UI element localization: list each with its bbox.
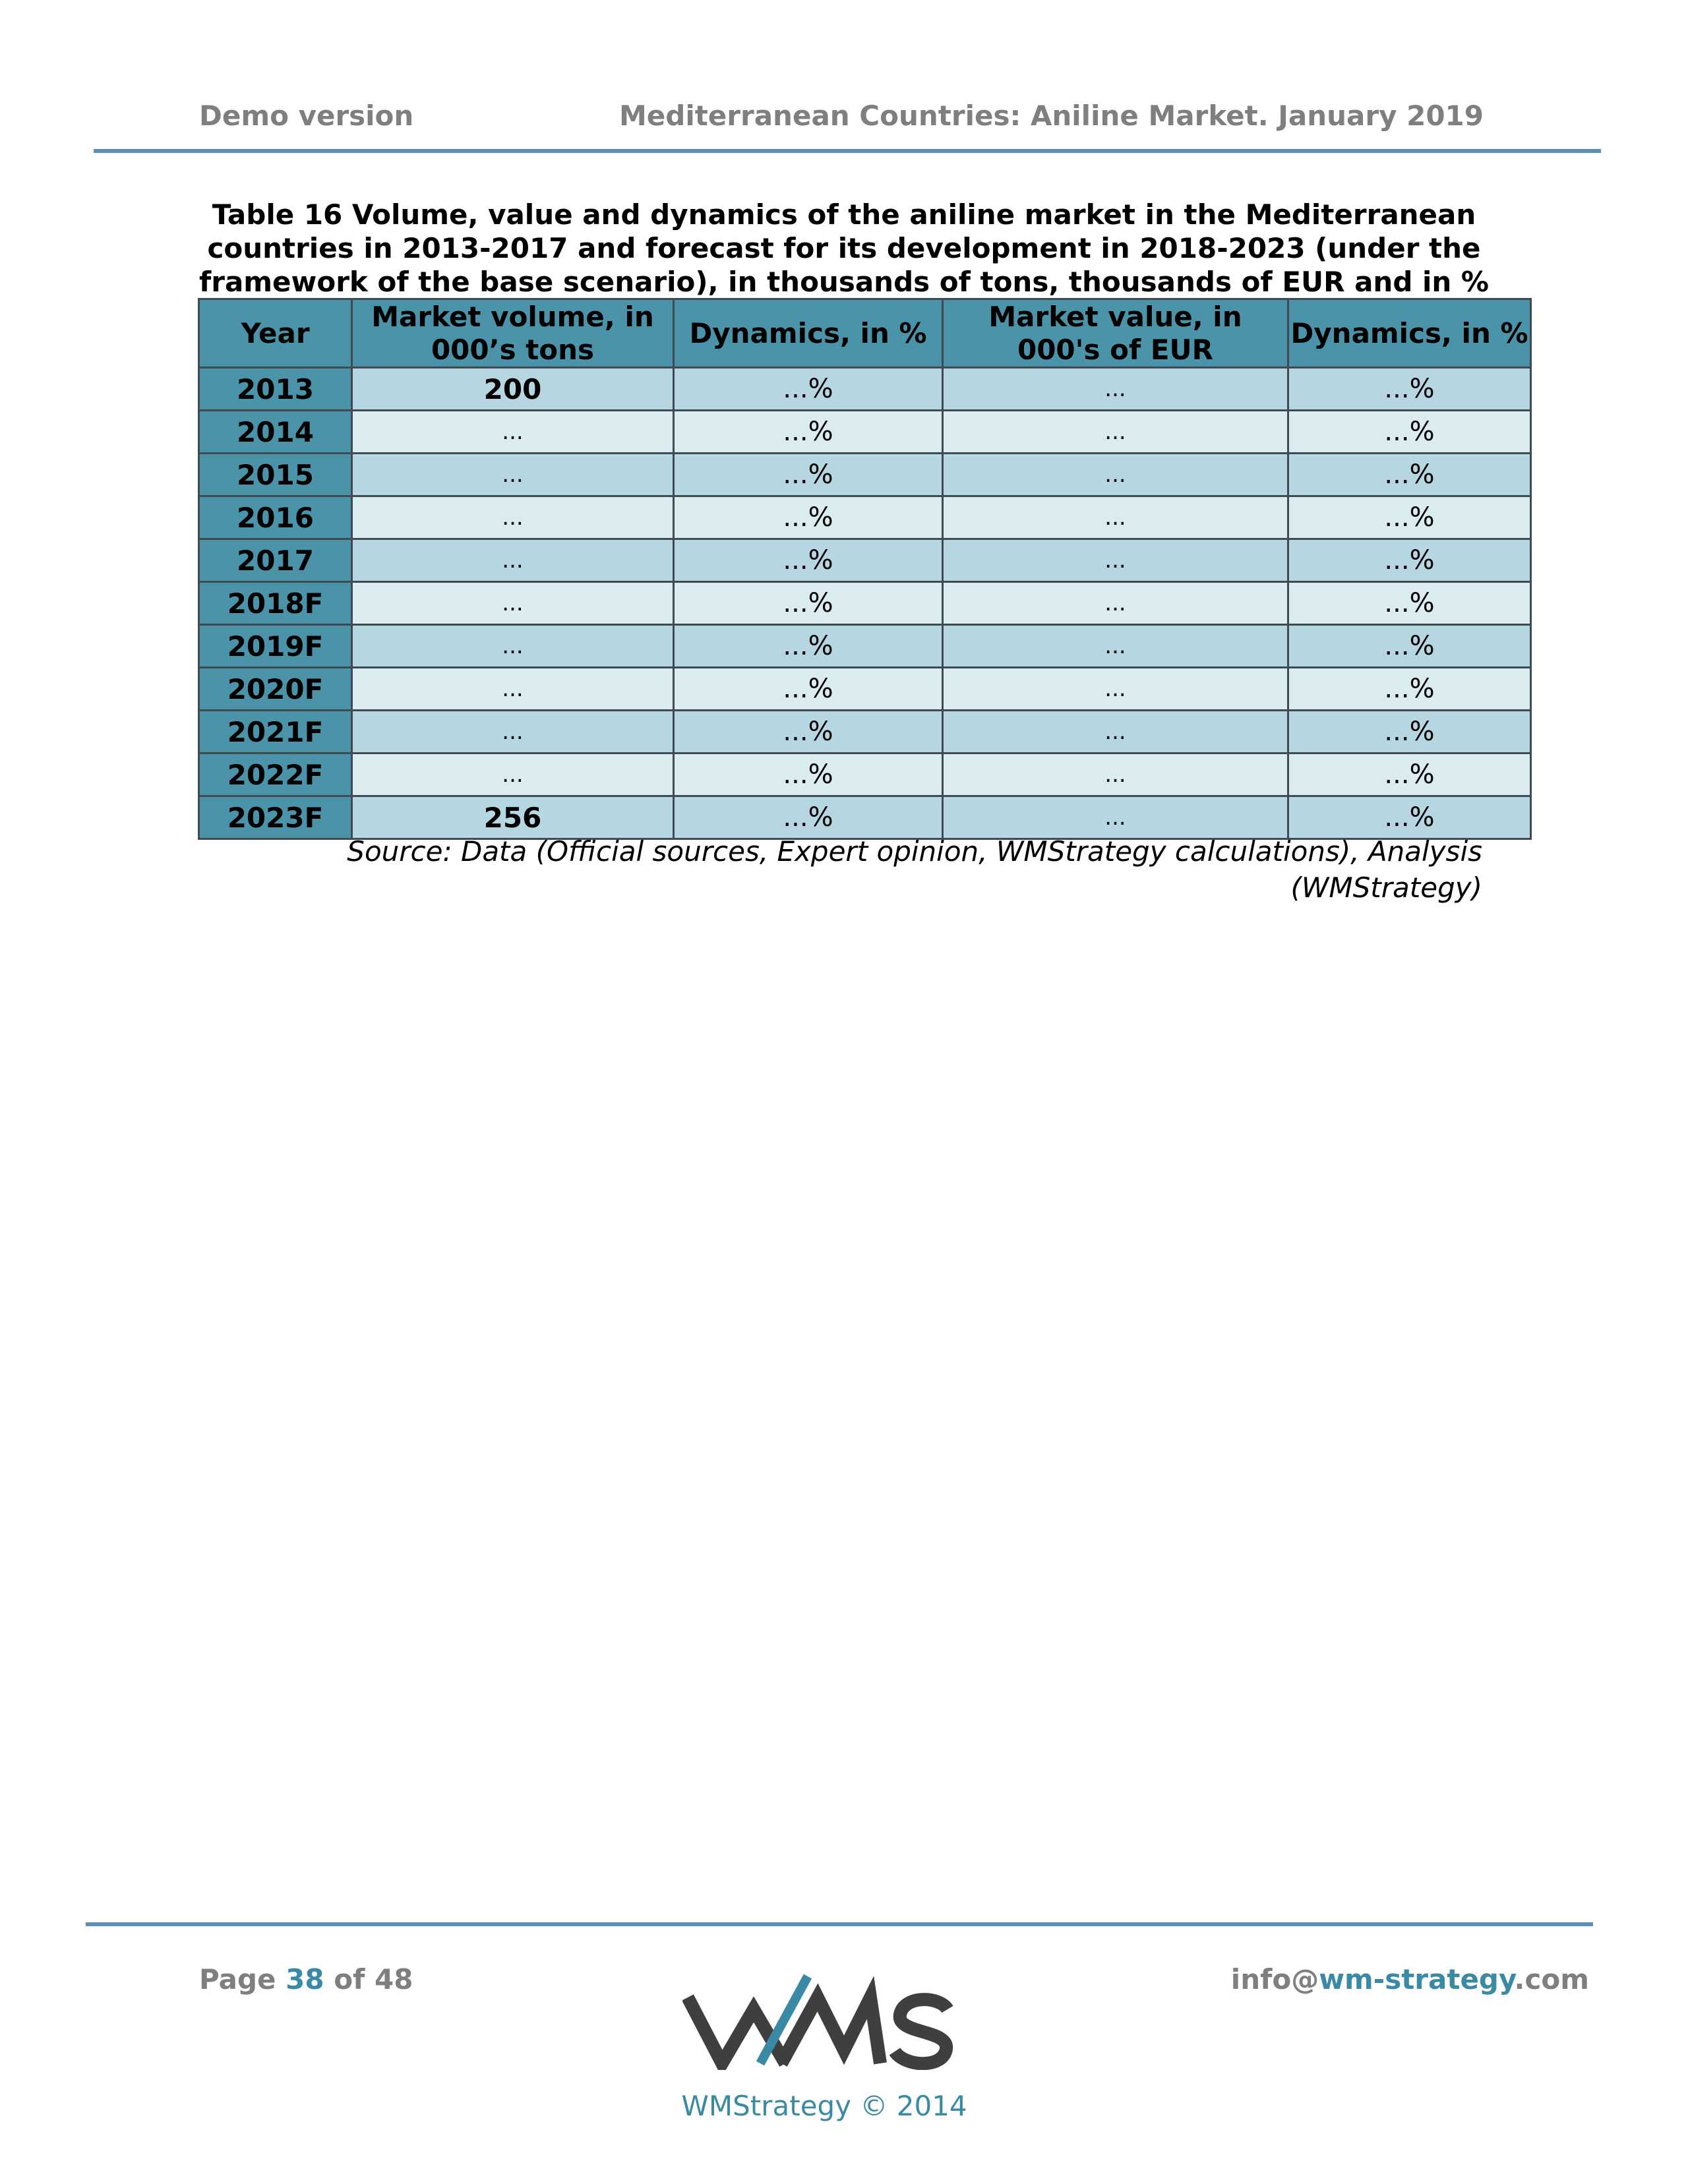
table-row [199,496,1531,539]
email-suffix: .com [1514,1963,1589,1995]
value-dynamics-cell: ...% [1288,454,1531,496]
volume-dynamics-cell: ...% [674,411,943,454]
market-volume-cell: ... [352,582,674,625]
market-value-cell: ... [943,411,1288,454]
value-dynamics-cell: ...% [1288,496,1531,539]
value-dynamics-cell: ...% [1288,582,1531,625]
column-header-value-dynamics: Dynamics, in % [1288,299,1531,368]
column-header-market-volume: Market volume, in 000’s tons [352,299,674,368]
table-row [199,796,1531,839]
market-value-cell: ... [943,796,1288,839]
header-divider [94,149,1601,153]
wms-logo-icon [682,1971,959,2070]
value-dynamics-cell: ...% [1288,411,1531,454]
column-header-volume-dynamics: Dynamics, in % [674,299,943,368]
year-cell: 2020F [199,668,352,711]
page-number [199,1963,413,1996]
market-value-cell: ... [943,668,1288,711]
market-volume-cell: ... [352,668,674,711]
market-value-cell: ... [943,753,1288,796]
table-row [199,625,1531,668]
volume-dynamics-cell: ...% [674,496,943,539]
column-header-market-value: Market value, in 000's of EUR [943,299,1288,368]
market-value-cell: ... [943,454,1288,496]
table-header-row [199,299,1531,368]
market-value-cell: ... [943,711,1288,753]
year-cell: 2015 [199,454,352,496]
year-cell: 2013 [199,368,352,411]
table-row [199,753,1531,796]
year-cell: 2014 [199,411,352,454]
table-row [199,582,1531,625]
volume-dynamics-cell: ...% [674,539,943,582]
volume-dynamics-cell: ...% [674,454,943,496]
table-caption: Table 16 Volume, value and dynamics of the aniline market in the Mediterranean countries in 2013-2017 and forecast for its development in 2018-2023 (under the framework of the base scenario), in thousands of tons, thousands of EUR and in % [198,198,1490,298]
market-value-cell: ... [943,368,1288,411]
table-row [199,668,1531,711]
year-cell: 2022F [199,753,352,796]
value-dynamics-cell: ...% [1288,625,1531,668]
year-cell: 2017 [199,539,352,582]
volume-dynamics-cell: ...% [674,625,943,668]
year-cell: 2023F [199,796,352,839]
market-volume-cell: ... [352,711,674,753]
market-volume-cell: ... [352,625,674,668]
year-cell: 2016 [199,496,352,539]
volume-dynamics-cell: ...% [674,368,943,411]
market-value-cell: ... [943,582,1288,625]
page-label: Page [199,1963,276,1995]
volume-dynamics-cell: ...% [674,711,943,753]
market-table [198,298,1532,840]
contact-email[interactable] [1231,1963,1589,1996]
value-dynamics-cell: ...% [1288,796,1531,839]
year-cell: 2021F [199,711,352,753]
value-dynamics-cell: ...% [1288,539,1531,582]
market-volume-cell: ... [352,539,674,582]
value-dynamics-cell: ...% [1288,368,1531,411]
footer-divider [86,1922,1593,1926]
table-row [199,411,1531,454]
table-body [199,368,1531,839]
page-total: 48 [375,1963,413,1995]
year-cell: 2018F [199,582,352,625]
volume-dynamics-cell: ...% [674,796,943,839]
table-row [199,539,1531,582]
table-row [199,711,1531,753]
market-volume-cell: 200 [352,368,674,411]
page-current: 38 [286,1963,324,1995]
volume-dynamics-cell: ...% [674,582,943,625]
value-dynamics-cell: ...% [1288,711,1531,753]
table-source-note: Source: Data (Official sources, Expert opinion, WMStrategy calculations), Analysis (WMStrategy) [347,835,1482,904]
volume-dynamics-cell: ...% [674,753,943,796]
header-report-title: Mediterranean Countries: Aniline Market. January 2019 [618,100,1484,132]
market-volume-cell: ... [352,496,674,539]
page-of: of [334,1963,365,1995]
value-dynamics-cell: ...% [1288,668,1531,711]
logo-caption: WMStrategy © 2014 [681,2090,967,2122]
market-value-cell: ... [943,496,1288,539]
table-row [199,454,1531,496]
market-volume-cell: 256 [352,796,674,839]
market-value-cell: ... [943,539,1288,582]
year-cell: 2019F [199,625,352,668]
header-demo-label: Demo version [199,100,414,132]
market-volume-cell: ... [352,454,674,496]
market-volume-cell: ... [352,411,674,454]
volume-dynamics-cell: ...% [674,668,943,711]
market-volume-cell: ... [352,753,674,796]
market-value-cell: ... [943,625,1288,668]
email-domain: wm-strategy [1319,1963,1515,1995]
column-header-year: Year [199,299,352,368]
table-row [199,368,1531,411]
email-prefix: info@ [1230,1963,1319,1995]
value-dynamics-cell: ...% [1288,753,1531,796]
